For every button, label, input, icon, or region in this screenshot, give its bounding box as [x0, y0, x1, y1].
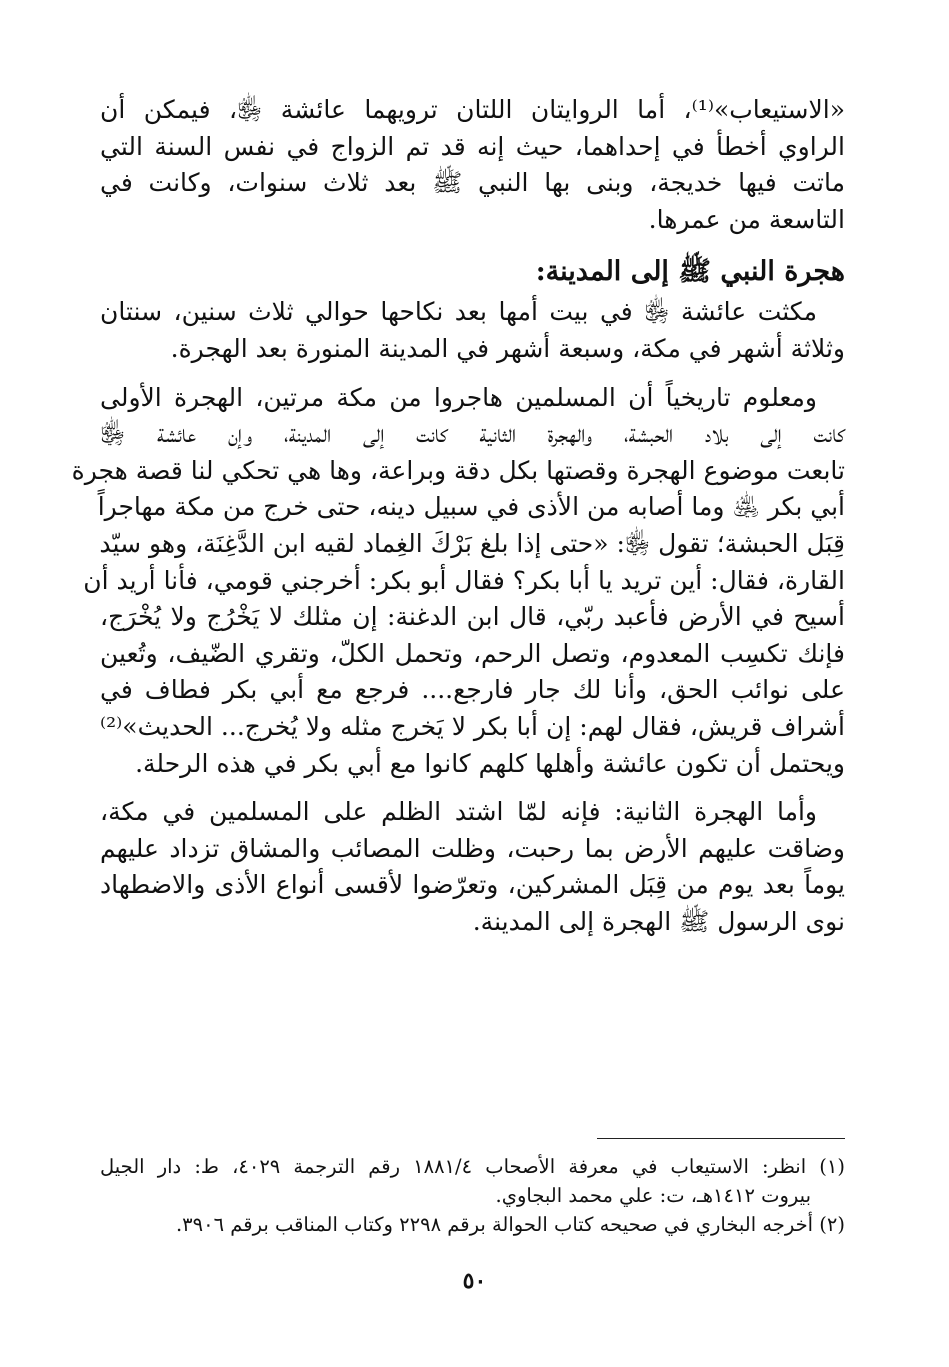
- paragraph-3: [71, 380, 845, 783]
- text-line: يوماً بعد يوم من قِبَل المشركين، وتعرّضوا لأقسى أنواع الأذى والاضطهاد: [100, 870, 845, 900]
- paragraph-4: [100, 794, 845, 940]
- paragraph-spacer: [100, 368, 845, 380]
- text-line: فإنك تكسِب المعدوم، وتصل الرحم، وتحمل الكلّ، وتقري الضّيف، وتُعين: [100, 638, 845, 668]
- text-line: وضاقت عليهم الأرض بما رحبت، وظلت المصائب والمشاق تزداد عليهم: [100, 833, 845, 863]
- footnote-1: [100, 1152, 845, 1210]
- footnote-2: [100, 1210, 845, 1239]
- section-heading: هجرة النبي ﷺ إلى المدينة:: [535, 256, 845, 288]
- paragraph-1: [100, 92, 845, 238]
- text-line: ومعلوم تاريخياً أن المسلمين هاجروا من مكة مرتين، الهجرة الأولى: [100, 382, 817, 412]
- text-line: القارة، فقال: أين تريد يا أبا بكر؟ فقال أبو بكر: أخرجني قومي، فأنا أريد أن: [83, 565, 845, 595]
- text-line: أبي بكر ﵁ وما أصابه من الأذى في سبيل دينه، حتى خرج من مكة مهاجراً: [97, 492, 845, 522]
- footnote-line: (١) انظر: الاستيعاب في معرفة الأصحاب ١٨٨١/٤ رقم الترجمة ٤٠٢٩، ط: دار الجيل: [100, 1155, 845, 1178]
- text-line: كانت إلى بلاد الحبشة، والهجرة الثانية كانت إلى المدينة، وإن عائشة ﵂: [100, 419, 845, 449]
- footnote-line: بيروت ١٤١٢هـ، ت: علي محمد البجاوي.: [495, 1184, 811, 1207]
- text-line: «الاستيعاب»⁽¹⁾، أما الروايتان اللتان ترويهما عائشة ﵂، فيمكن أن: [100, 95, 845, 124]
- text-line: وثلاثة أشهر في مكة، وسبعة أشهر في المدينة المنورة بعد الهجرة.: [170, 333, 845, 363]
- text-line: على نوائب الحق، وأنا لك جار فارجع.... فرجع مع أبي بكر فطاف في: [100, 675, 845, 705]
- text-line: نوى الرسول ﷺ الهجرة إلى المدينة.: [472, 906, 845, 936]
- text-line: ماتت فيها خديجة، وبنى بها النبي ﷺ بعد ثلاث سنوات، وكانت في: [100, 168, 845, 198]
- page-body: [71, 92, 845, 940]
- text-line: أسيح في الأرض فأعبد ربّي، قال ابن الدغنة: إن مثلك لا يَخْرُج ولا يُخْرَج،: [100, 602, 845, 632]
- paragraph-2: [100, 294, 845, 367]
- text-line: مكثت عائشة ﵂ في بيت أمها بعد نكاحها حوالي ثلاث سنين، سنتان: [100, 297, 817, 327]
- paragraph-spacer: [100, 782, 845, 794]
- text-line: تابعت موضوع الهجرة وقصتها بكل دقة وبراعة، وها هي تحكي لنا قصة هجرة: [71, 455, 845, 485]
- text-line: الراوي أخطأ في إحداهما، حيث إنه قد تم الزواج في نفس السنة التي: [100, 131, 845, 161]
- page-number: ٥٠: [462, 1268, 487, 1294]
- footnote-divider: [597, 1138, 845, 1139]
- text-line: ويحتمل أن تكون عائشة وأهلها كلهم كانوا مع أبي بكر في هذه الرحلة.: [135, 748, 845, 778]
- text-line: وأما الهجرة الثانية: فإنه لمّا اشتد الظلم على المسلمين في مكة،: [100, 797, 817, 827]
- text-line: قِبَل الحبشة؛ تقول ﵂: «حتى إذا بلغ بَرْكَ الغِماد لقيه ابن الدَّغِنَة، وهو سيّد: [99, 528, 845, 558]
- footnote-line: (٢) أخرجه البخاري في صحيحه كتاب الحوالة برقم ٢٢٩٨ وكتاب المناقب برقم ٣٩٠٦.: [175, 1213, 845, 1236]
- footnotes: [100, 1152, 845, 1239]
- text-line: التاسعة من عمرها.: [648, 204, 845, 234]
- text-line: أشراف قريش، فقال لهم: إن أبا بكر لا يَخرج مثله ولا يُخرج... الحديث»⁽²⁾: [100, 711, 845, 741]
